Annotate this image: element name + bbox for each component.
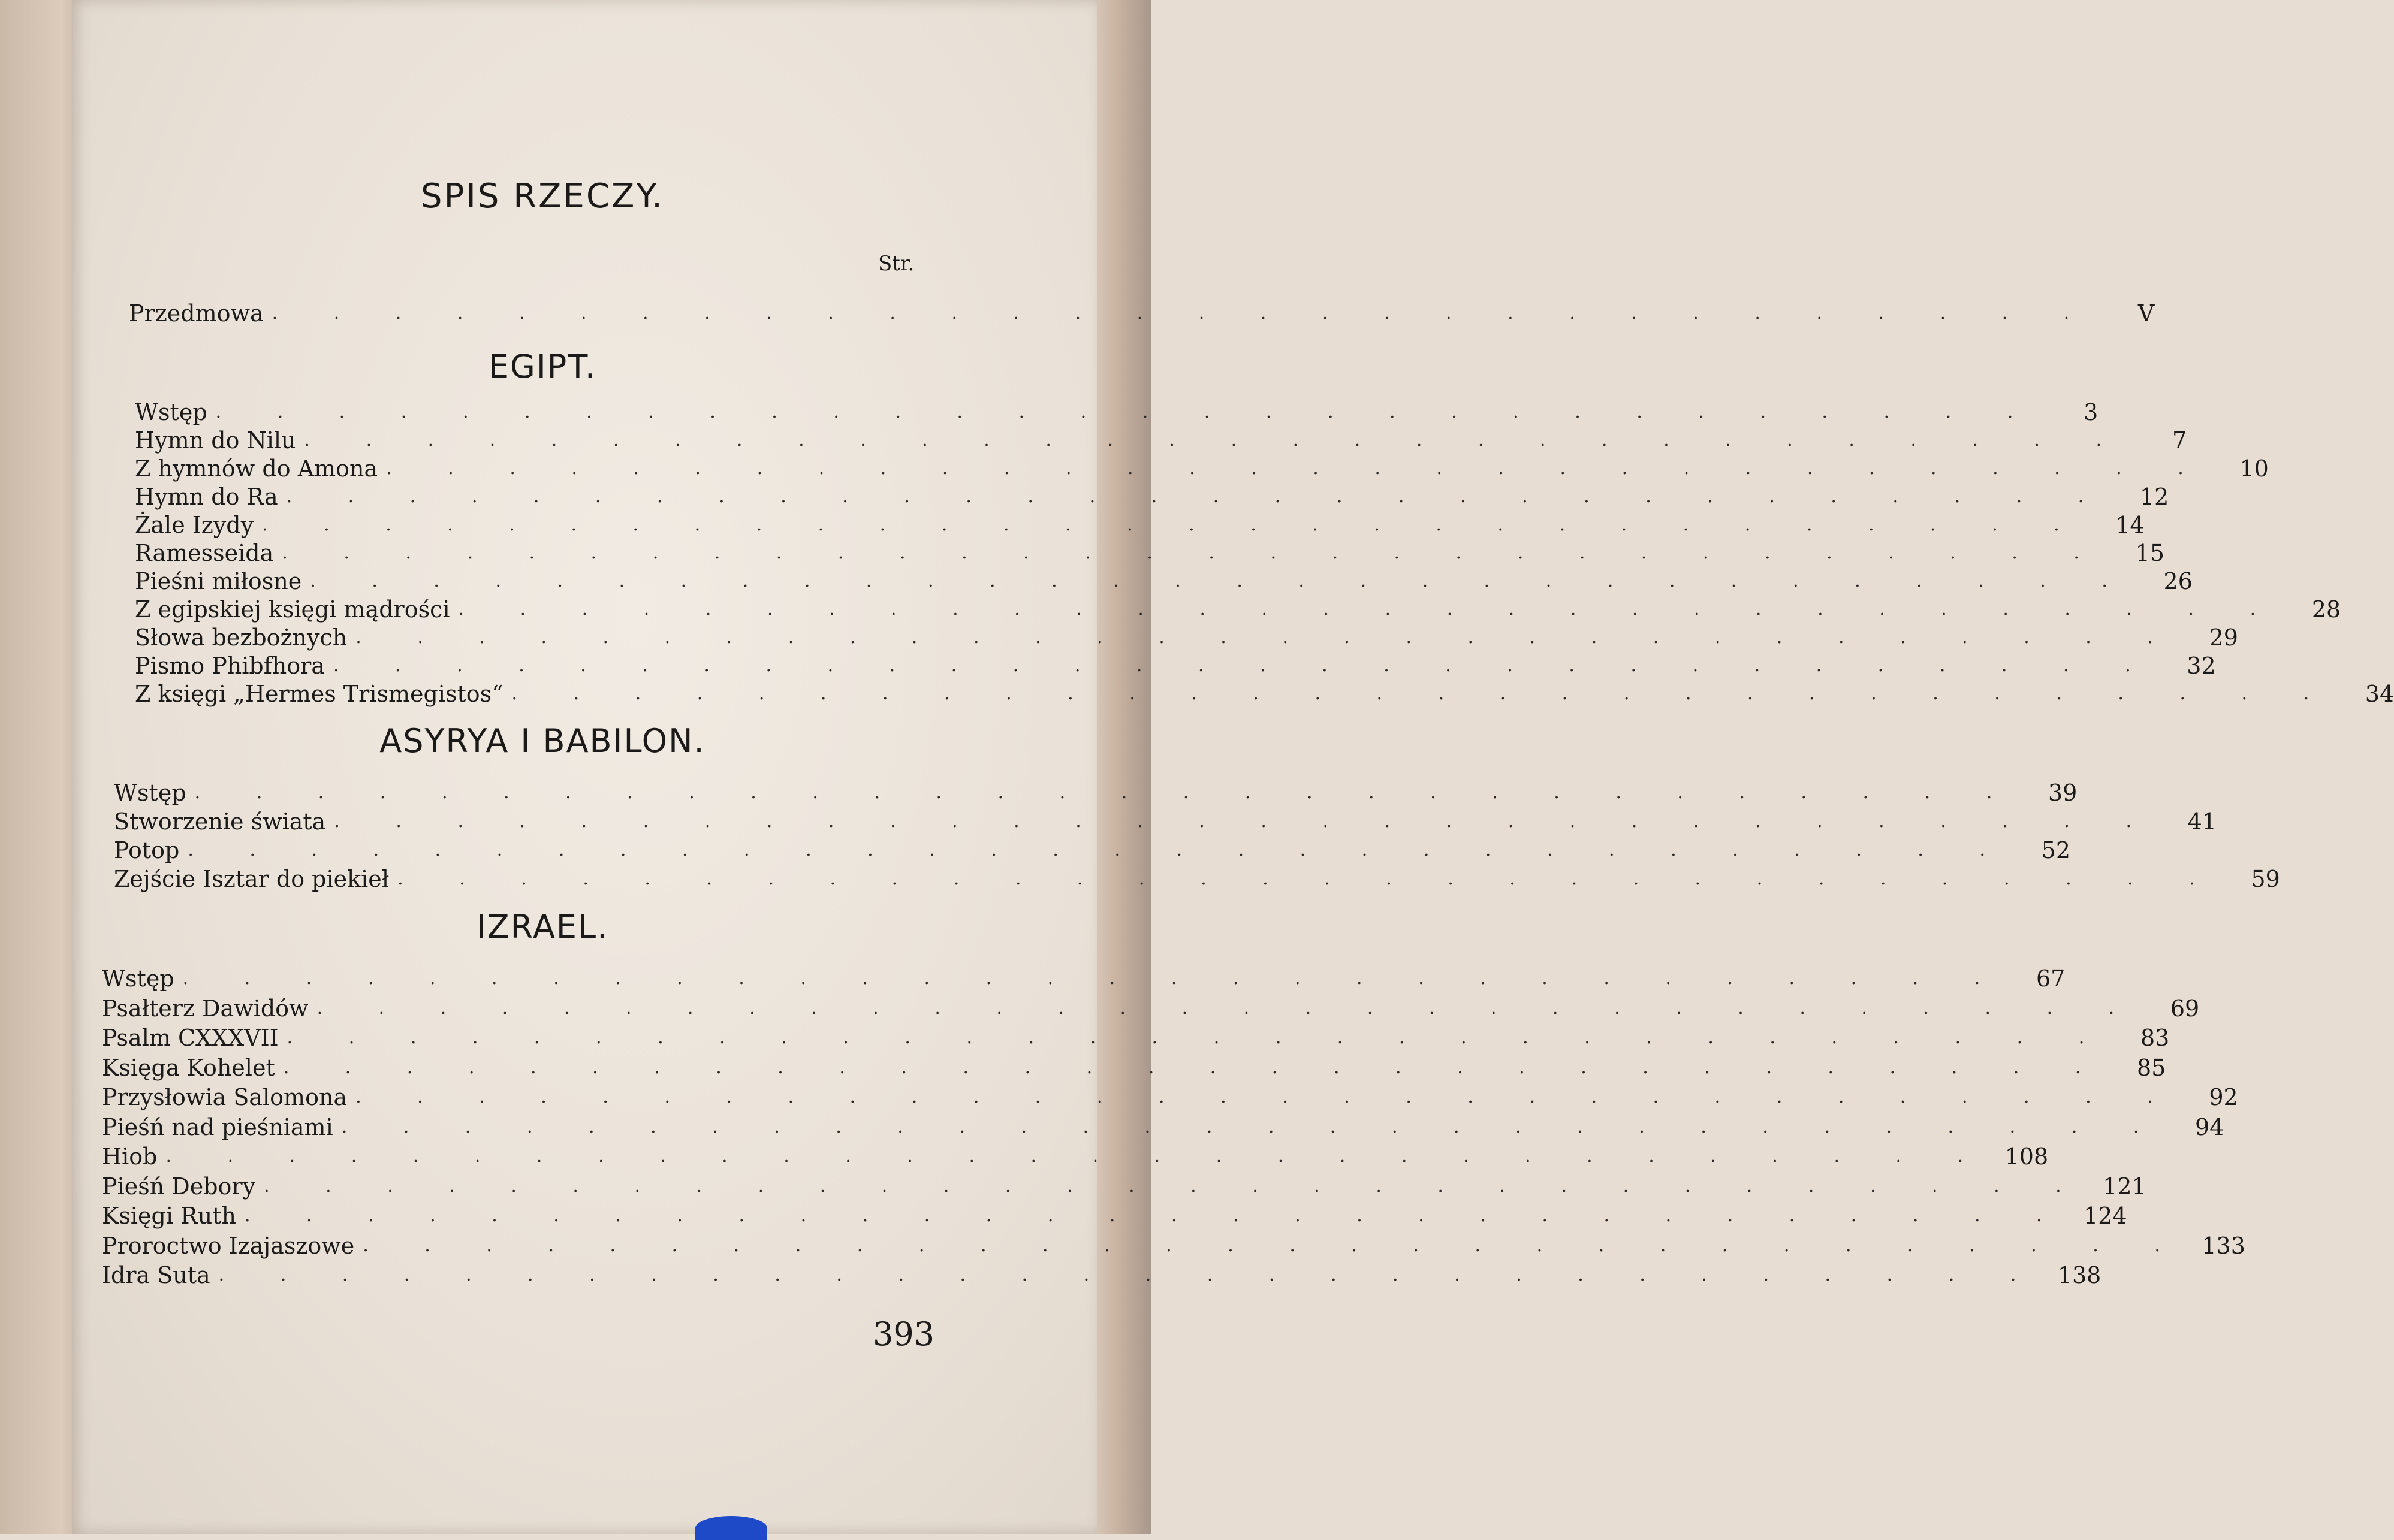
leader-dots: . . . . . . . . . . . . . . . . . . . . . . . . . . . . . . (355, 1086, 2178, 1107)
leader-dots: . . . . . . . . . . . . . . . . . . . . . . . . . . . . . . (286, 486, 2109, 507)
toc-entry-label: Stworzenie świata (114, 808, 326, 835)
toc-entry (102, 1054, 2166, 1082)
leader-dots: . . . . . . . . . . . . . . . . . . . . . . . . . . . . . . (188, 840, 2011, 860)
toc-entry-page: 14 (2115, 512, 2145, 538)
toc-entry-page: 67 (2036, 965, 2066, 992)
toc-entry-page: 28 (2311, 596, 2341, 623)
leader-dots: . . . . . . . . . . . . . . . . . . . . . . . . . . . . . . (458, 599, 2281, 620)
toc-entry (135, 539, 2164, 567)
leader-dots: . . . . . . . . . . . . . . . . . . . . . . . . . . . . . . (386, 458, 2209, 479)
toc-entry-label: Z księgi „Hermes Trismegistos“ (135, 681, 503, 707)
toc-entry-label: Proroctwo Izajaszowe (102, 1232, 355, 1259)
toc-entry-page: 85 (2137, 1054, 2166, 1081)
toc-entry-page: V (2137, 300, 2155, 327)
section-heading-egipt: EGIPT. (488, 348, 597, 385)
page-column-header: Str. (878, 252, 915, 276)
toc-entry-label: Przedmowa (129, 300, 264, 327)
toc-entry (102, 1113, 2224, 1141)
toc-entry-page: 3 (2084, 399, 2098, 425)
toc-entry-page: 121 (2103, 1173, 2146, 1200)
toc-entry-page: 92 (2209, 1084, 2238, 1110)
toc-entry (135, 427, 2187, 454)
leader-dots: . . . . . . . . . . . . . . . . . . . . . . . . . . . . . . (511, 683, 2335, 704)
leader-dots: . . . . . . . . . . . . . . . . . . . . . . . . . . . . . . (310, 570, 2133, 591)
toc-entry-page: 83 (2140, 1025, 2170, 1051)
toc-entry (135, 624, 2238, 651)
leader-dots: . . . . . . . . . . . . . . . . . . . . . . . . . . . . . . (363, 1234, 2185, 1256)
toc-entry-page: 138 (2057, 1262, 2101, 1288)
leader-dots: . . . . . . . . . . . . . . . . . . . . . . . . . . . . . . (244, 1205, 2067, 1226)
toc-entry-label: Wstęp (135, 399, 207, 425)
leader-dots: . . . . . . . . . . . . . . . . . . . . . . . . . . . . . . (316, 997, 2140, 1019)
toc-entry-label: Pieśni miłosne (135, 568, 302, 594)
toc-entry (114, 837, 2071, 864)
toc-entry-label: Przysłowia Salomona (102, 1084, 348, 1110)
toc-entry (102, 965, 2066, 992)
toc-entry (135, 511, 2145, 539)
leader-dots: . . . . . . . . . . . . . . . . . . . . . . . . . . . . . . (287, 1027, 2110, 1048)
leader-dots: . . . . . . . . . . . . . . . . . . . . . . . . . . . . . . (304, 430, 2127, 451)
leader-dots: . . . . . . . . . . . . . . . . . . . . . . . . . . . . . . (341, 1116, 2164, 1137)
toc-entry-page: 34 (2365, 681, 2394, 707)
toc-entry-page: 29 (2209, 624, 2238, 651)
book-page (72, 0, 2394, 1534)
toc-entry-label: Psałterz Dawidów (102, 995, 309, 1022)
toc-entry-label: Księgi Ruth (102, 1203, 236, 1229)
toc-entry-label: Hymn do Ra (135, 484, 278, 510)
toc-entry-page: 52 (2041, 837, 2071, 863)
leader-dots: . . . . . . . . . . . . . . . . . . . . . . . . . . . . . . (218, 1264, 2042, 1285)
toc-entry-label: Potop (114, 837, 180, 863)
leader-dots: . . . . . . . . . . . . . . . . . . . . . . . . . . . . . . (194, 782, 2018, 803)
toc-entry-page: 10 (2239, 455, 2269, 482)
toc-entry-label: Słowa bezbożnych (135, 624, 348, 651)
toc-entry-page: 26 (2163, 568, 2193, 594)
leader-dots: . . . . . . . . . . . . . . . . . . . . . . . . . . . . . . (355, 627, 2178, 648)
toc-entry (102, 1202, 2127, 1230)
toc-entry-label: Pieśń Debory (102, 1173, 256, 1200)
toc-entry-label: Księga Kohelet (102, 1054, 275, 1081)
section-heading-asyrya: ASYRYA I BABILON. (379, 722, 705, 760)
toc-entry-label: Wstęp (102, 965, 174, 992)
toc-entry-label: Ramesseida (135, 540, 274, 566)
toc-entry-label: Pieśń nad pieśniami (102, 1113, 333, 1140)
toc-entry (102, 1173, 2146, 1200)
toc-entry (135, 398, 2098, 426)
toc-entry (135, 596, 2341, 623)
leader-dots: . . . . . . . . . . . . . . . . . . . . . . . . . . . . . . (165, 1146, 1989, 1167)
toc-entry-page: 59 (2251, 866, 2280, 892)
toc-entry (102, 1261, 2101, 1289)
toc-entry-page: 39 (2048, 780, 2078, 806)
toc-entry (114, 779, 2078, 807)
toc-entry-page: 108 (2004, 1143, 2049, 1170)
leader-dots: . . . . . . . . . . . . . . . . . . . . . . . . . . . . . . (264, 1175, 2087, 1197)
toc-entry-page: 133 (2202, 1232, 2245, 1259)
leader-dots: . . . . . . . . . . . . . . . . . . . . . . . . . . . . . . (272, 303, 2095, 324)
toc-entry-label: Hymn do Nilu (135, 427, 296, 454)
toc-entry-label: Wstęp (114, 780, 186, 806)
toc-entry (135, 680, 2394, 708)
toc-entry-page: 69 (2170, 995, 2200, 1022)
toc-entry (102, 1083, 2238, 1111)
toc-entry-label: Z hymnów do Amona (135, 455, 378, 482)
leader-dots: . . . . . . . . . . . . . . . . . . . . . . . . . . . . . . (282, 542, 2104, 563)
toc-entry (135, 455, 2269, 482)
toc-entry-label: Żale Izydy (135, 512, 254, 538)
toc-entry-page: 12 (2139, 484, 2169, 510)
toc-entry (102, 1232, 2245, 1260)
toc-entry-label: Pismo Phibfhora (135, 653, 325, 679)
leader-dots: . . . . . . . . . . . . . . . . . . . . . . . . . . . . . . (334, 811, 2157, 832)
toc-entry-page: 32 (2187, 653, 2216, 679)
toc-entry-page: 7 (2172, 427, 2187, 454)
toc-entry (129, 300, 2155, 327)
leader-dots: . . . . . . . . . . . . . . . . . . . . . . . . . . . . . . (333, 655, 2156, 676)
toc-entry (102, 1024, 2170, 1052)
toc-entry-label: Zejście Isztar do piekieł (114, 866, 390, 892)
toc-entry (102, 1143, 2049, 1170)
toc-entry-label: Z egipskiej księgi mądrości (135, 596, 450, 623)
leader-dots: . . . . . . . . . . . . . . . . . . . . . . . . . . . . . . (215, 401, 2039, 422)
toc-entry (102, 995, 2200, 1022)
toc-entry (135, 483, 2169, 511)
toc-entry (135, 652, 2216, 680)
section-heading-izrael: IZRAEL. (476, 908, 609, 946)
page-title: SPIS RZECZY. (421, 177, 664, 216)
leader-dots: . . . . . . . . . . . . . . . . . . . . . . . . . . . . . . (262, 514, 2085, 535)
toc-entry-label: Psalm CXXXVII (102, 1025, 279, 1051)
leader-dots: . . . . . . . . . . . . . . . . . . . . . . . . . . . . . . (283, 1056, 2106, 1078)
toc-entry (114, 808, 2217, 835)
leader-dots: . . . . . . . . . . . . . . . . . . . . . . . . . . . . . . (182, 968, 2006, 989)
toc-entry (135, 567, 2193, 595)
toc-entry-label: Idra Suta (102, 1262, 210, 1288)
toc-entry-page: 41 (2187, 808, 2217, 835)
leader-dots: . . . . . . . . . . . . . . . . . . . . . . . . . . . . . . (397, 868, 2220, 889)
page-number: 393 (873, 1315, 935, 1353)
toc-entry-label: Hiob (102, 1143, 158, 1170)
blue-marker (695, 1516, 767, 1540)
toc-entry-page: 94 (2195, 1113, 2224, 1140)
toc-entry-page: 15 (2135, 540, 2164, 566)
toc-entry-page: 124 (2084, 1203, 2127, 1229)
toc-entry (114, 865, 2280, 893)
